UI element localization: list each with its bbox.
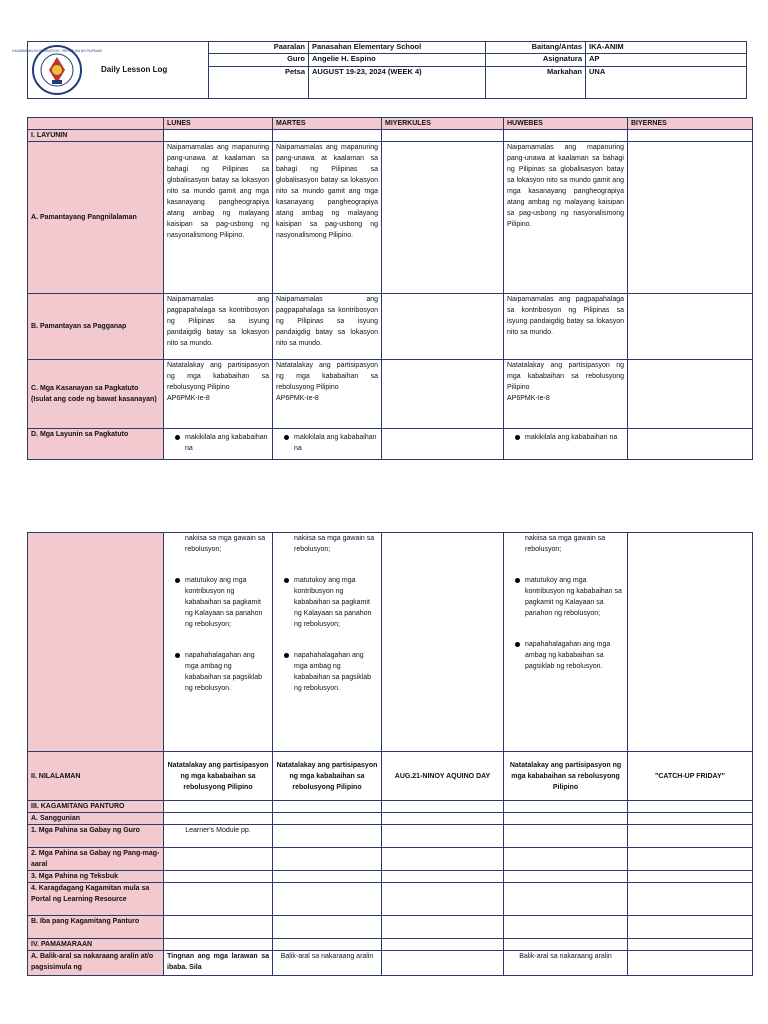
- value-asignatura: AP: [586, 54, 747, 66]
- label-markahan: Markahan: [486, 66, 586, 98]
- table-row: [28, 360, 753, 429]
- competency-code: AP6PMK-Ie-8: [507, 395, 550, 402]
- day-header: MIYERKULES: [382, 118, 504, 130]
- table-row: [28, 533, 753, 752]
- table-row: [28, 825, 753, 848]
- table-row: [28, 801, 753, 813]
- header-empty: [28, 118, 164, 130]
- cell-bullets: nakiisa sa mga gawain sa rebolusyon; matutukoy ang mga kontribusyon ng kababaihan sa pagkamit ng Kalayaan sa panahon ng rebolusyon; napahahalagahan ang mga ambag ng kababaihan sa pagsiklab ng rebolusyon.: [273, 533, 382, 752]
- cell-ninoy-day: AUG.21-NINOY AQUINO DAY: [382, 752, 504, 801]
- page-title: Daily Lesson Log: [101, 65, 168, 74]
- cell-catch-up-friday: "CATCH-UP FRIDAY": [628, 752, 753, 801]
- cell-text: Natatalakay ang partisipasyon ng mga kababaihan sa rebolusyong Pilipino AP6PMK-Ie-8: [273, 360, 382, 429]
- section-layunin: I. LAYUNIN: [28, 130, 164, 142]
- table-row: [28, 130, 753, 142]
- cell-balik-mon: Tingnan ang mga larawan sa ibaba. Sila: [164, 951, 273, 976]
- table-row: [28, 813, 753, 825]
- value-petsa: AUGUST 19-23, 2024 (WEEK 4): [309, 66, 486, 98]
- label-mga-kasanayan: C. Mga Kasanayan sa Pagkatuto (Isulat ang code ng bawat kasanayan): [28, 360, 164, 429]
- cell-bullets: nakiisa sa mga gawain sa rebolusyon; matutukoy ang mga kontribusyon ng kababaihan sa pagkamit ng Kalayaan sa panahon ng rebolusyon; napahahalagahan ang mga ambag ng kababaihan sa pagsiklab ng rebolusyon.: [504, 533, 628, 752]
- label-mga-layunin: D. Mga Layunin sa Pagkatuto: [28, 429, 164, 460]
- cell-balik-aral: Balik-aral sa nakaraang aralin: [273, 951, 382, 976]
- cell-bullet: makikilala ang kababaihan na: [164, 429, 273, 460]
- table-row: [28, 294, 753, 360]
- label-pamamaraan: IV. PAMAMARAAN: [28, 939, 164, 951]
- cell-text: Naipamamalas ang mapanuring pang-unawa at kaalaman sa bahagi ng Pilipinas sa globalisasyon batay sa lokasyon nito sa mundo gamit ang mga kasanayang pangheograpiya atang ambag ng malayang kaisipan sa pag-usbong ng nasyonalismong Pilipino.: [504, 142, 628, 294]
- cell-nilalaman: Natatalakay ang partisipasyon ng mga kababaihan sa rebolusyong Pilipino: [504, 752, 628, 801]
- day-header: LUNES: [164, 118, 273, 130]
- label-balik-aral: A. Balik-aral sa nakaraang aralin at/o pagsisimula ng: [28, 951, 164, 976]
- label-kagamitan: III. KAGAMITANG PANTURO: [28, 801, 164, 813]
- day-header: BIYERNES: [628, 118, 753, 130]
- value-markahan: UNA: [586, 66, 747, 98]
- cell-text: Naipamamalas ang pagpapahalaga sa kontribosyon ng Pilipinas sa isyung pandaigdig batay sa lokasyon nito sa mundo.: [273, 294, 382, 360]
- lesson-table-part2: [27, 532, 753, 976]
- label-gabay-mag-aaral: 2. Mga Pahina sa Gabay ng Pang-mag-aaral: [28, 848, 164, 871]
- label-karagdagang-kagamitan: 4. Karagdagang Kagamitan mula sa Portal ng Learning Resource: [28, 883, 164, 916]
- competency-code: AP6PMK-Ie-8: [276, 395, 319, 402]
- value-guro: Angelie H. Espino: [309, 54, 486, 66]
- table-row: [28, 916, 753, 939]
- table-row: [28, 871, 753, 883]
- cell-text: Naipamamalas ang pagpapahalaga sa kontribosyon ng Pilipinas sa isyung pandaigdig batay sa lokasyon nito sa mundo.: [504, 294, 628, 360]
- cell-bullet: makikilala ang kababaihan na: [504, 429, 628, 460]
- cell-text: Naipamamalas ang mapanuring pang-unawa at kaalaman sa bahagi ng Pilipinas sa globalisasyon batay sa lokasyon nito sa mundo gamit ang mga kasanayang pangheograpiya atang ambag ng malayang kaisipan sa pag-usbong ng nasyonalismong Pilipino.: [273, 142, 382, 294]
- table-row: [28, 142, 753, 294]
- competency-code: AP6PMK-Ie-8: [167, 395, 210, 402]
- cell-nilalaman: Natatalakay ang partisipasyon ng mga kababaihan sa rebolusyong Pilipino: [273, 752, 382, 801]
- cell-text: Naipamamalas ang mapanuring pang-unawa at kaalaman sa bahagi ng Pilipinas sa globalisasyon batay sa lokasyon nito sa mundo gamit ang mga kasanayang pangheograpiya atang ambag ng malayang kaisipan sa pag-usbong ng nasyonalismong Pilipino.: [164, 142, 273, 294]
- cell-text: Naipamamalas ang pagpapahalaga sa kontribosyon ng Pilipinas sa isyung pandaigdig batay sa lokasyon nito sa mundo.: [164, 294, 273, 360]
- label-nilalaman: II. NILALAMAN: [28, 752, 164, 801]
- label-gabay-guro: 1. Mga Pahina sa Gabay ng Guro: [28, 825, 164, 848]
- label-petsa: Petsa: [209, 66, 309, 98]
- deped-seal-icon: [12, 44, 102, 96]
- label-guro: Guro: [209, 54, 309, 66]
- seal-text: KAGAWARAN NG EDUKASYON · REPUBLIKA NG PILIPINAS: [12, 49, 102, 53]
- cell-bullets: nakiisa sa mga gawain sa rebolusyon; matutukoy ang mga kontribusyon ng kababaihan sa pagkamit ng Kalayaan sa panahon ng rebolusyon; napahahalagahan ang mga ambag ng kababaihan sa pagsiklab ng rebolusyon.: [164, 533, 273, 752]
- table-row: [28, 939, 753, 951]
- lesson-table-part1: [27, 117, 753, 460]
- logo-cell: [12, 42, 209, 99]
- label-asignatura: Asignatura: [486, 54, 586, 66]
- label-continued: [28, 533, 164, 752]
- header-table: [12, 41, 747, 99]
- table-row: [28, 752, 753, 801]
- day-header: MARTES: [273, 118, 382, 130]
- value-baitang: IKA-ANIM: [586, 42, 747, 54]
- cell-learners-module: Learner's Module pp.: [164, 825, 273, 848]
- day-header-row: [28, 118, 753, 130]
- cell-nilalaman: Natatalakay ang partisipasyon ng mga kababaihan sa rebolusyong Pilipino: [164, 752, 273, 801]
- value-paaralan: Panasahan Elementary School: [309, 42, 486, 54]
- table-row: [28, 883, 753, 916]
- day-header: HUWEBES: [504, 118, 628, 130]
- label-pamantayang-pangnilalaman: A. Pamantayang Pangnilalaman: [28, 142, 164, 294]
- label-teksbuk: 3. Mga Pahina ng Teksbuk: [28, 871, 164, 883]
- table-row: [28, 848, 753, 871]
- cell-balik-aral: Balik-aral sa nakaraang aralin: [504, 951, 628, 976]
- cell-text: Natatalakay ang partisipasyon ng mga kababaihan sa rebolusyong Pilipino AP6PMK-Ie-8: [504, 360, 628, 429]
- label-pamantayan-sa-pagganap: B. Pamantayan sa Pagganap: [28, 294, 164, 360]
- table-row: [28, 951, 753, 976]
- cell-text: Natatalakay ang partisipasyon ng mga kababaihan sa rebolusyong Pilipino AP6PMK-Ie-8: [164, 360, 273, 429]
- label-paaralan: Paaralan: [209, 42, 309, 54]
- table-row: [28, 429, 753, 460]
- cell-bullet: makikilala ang kababaihan na: [273, 429, 382, 460]
- label-baitang: Baitang/Antas: [486, 42, 586, 54]
- label-iba-pang-kagamitan: B. Iba pang Kagamitang Panturo: [28, 916, 164, 939]
- label-sanggunian: A. Sanggunian: [28, 813, 164, 825]
